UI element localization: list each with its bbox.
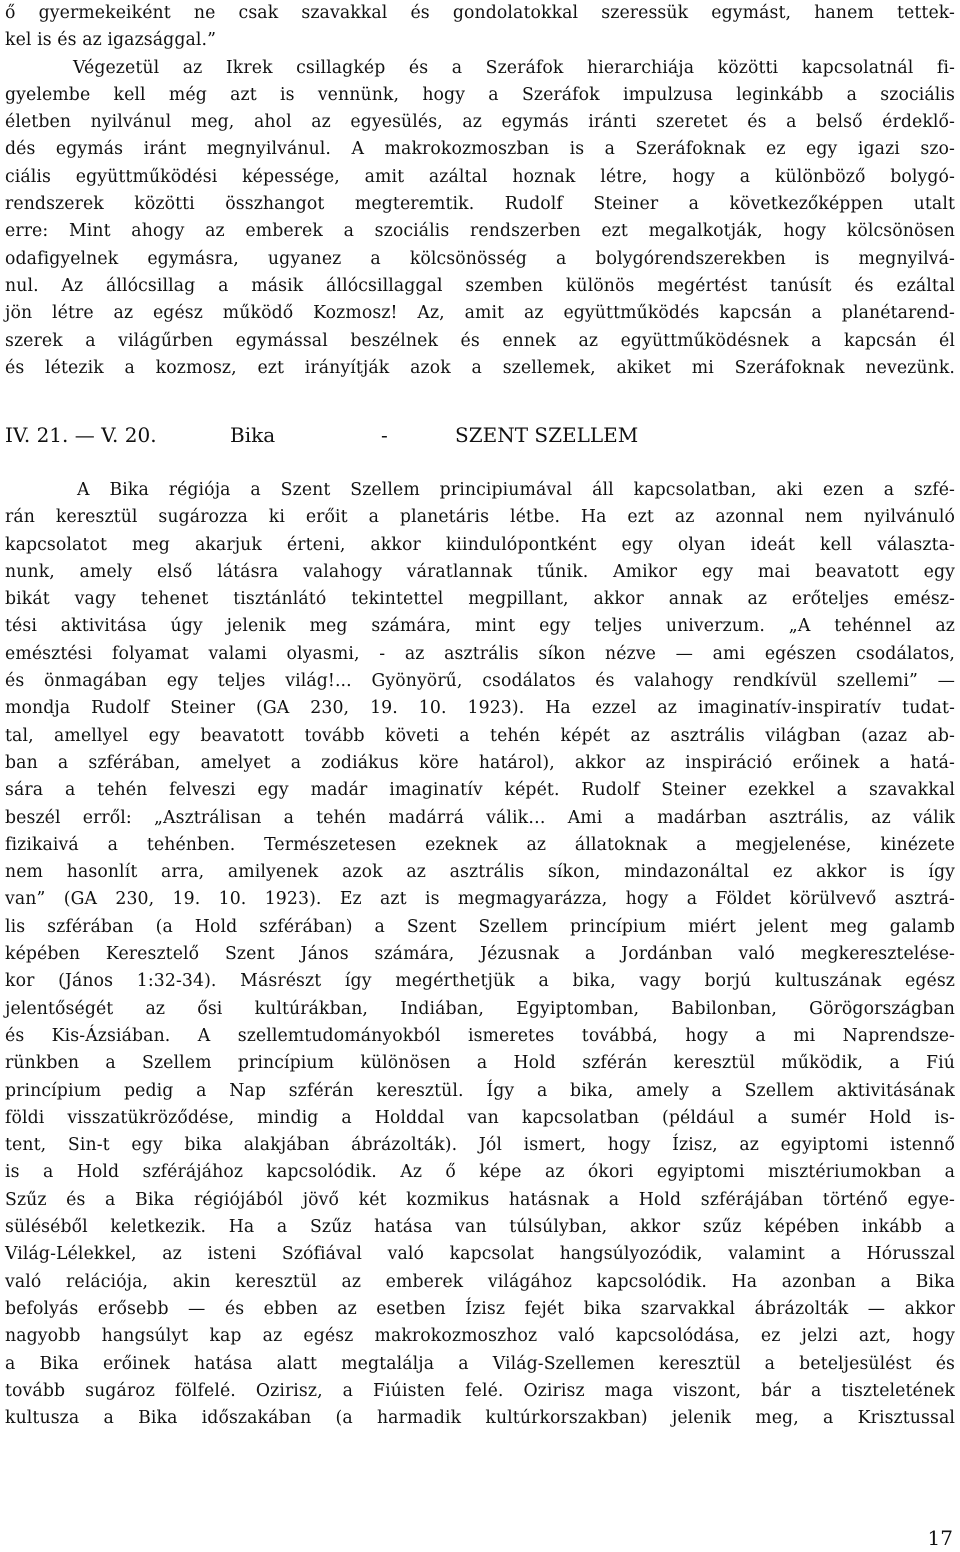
text-line: gyelembe kell még azt is vennünk, hogy a Szeráfok impulzusa leginkább a szociális [5,84,955,105]
text-line: való relációja, akin keresztül az emberek világához kapcsolódik. Ha azonban a Bika [5,1271,955,1292]
text-line: emésztési folyamat valami olyasmi, - az asztrális síkon nézve — ami egészen csodálatos, [5,643,955,664]
text-line: Szűz és a Bika régiójából jövő két kozmikus hatásnak a Hold szférájában történő egye- [5,1189,955,1210]
text-line: beszél erről: „Asztrálisan a tehén madárrá válik… Ami a madárban asztrális, az válik [5,807,955,828]
text-line: és önmagában egy teljes világ!... Gyönyörű, csodálatos és valahogy rendkívül szellemi” — [5,671,955,692]
text-line: erre: Mint ahogy az emberek a szociális rendszerben ezt megalkotják, hogy kölcsönösen [5,221,955,242]
text-line: nunk, amely első látásra valahogy váratlannak tűnik. Amikor egy mai beavatott egy [5,561,955,582]
heading-dash: - [381,423,388,447]
text-line: és létezik a kozmosz, ezt irányítják azok a szellemek, akiket mi Szeráfoknak nevezünk. [5,357,955,378]
text-line: lis szférában (a Hold szférában) a Szent Szellem princípium miért jelent meg galamb [5,916,955,937]
text-line: mondja Rudolf Steiner (GA 230, 19. 10. 1923). Ha ezzel az imaginatív-inspiratív tudat- [5,698,955,719]
text-line: dés egymás iránt megnyilvánul. A makrokozmoszban is a Szeráfoknak ez egy igazi szo- [5,139,955,160]
text-line: kel is és az igazsággal.” [5,30,217,51]
text-line: süléséből keletkezik. Ha a Szűz hatása van túlsúlyban, akkor szűz képében inkább a [5,1217,955,1238]
text-line: Világ-Lélekkel, az isteni Szófiával való kapcsolat hangsúlyozódik, valamint a Hórusszal [5,1244,955,1265]
text-line: képében Keresztelő Szent János számára, Jézusnak a Jordánban való megkeresztelése- [5,944,955,965]
text-line: a Bika erőinek hatása alatt megtalálja a Világ-Szellemen keresztül a beteljesülést és [5,1353,955,1374]
text-line: bikát vagy tehenet tisztánlátó tekintettel megpillant, akkor annak az erőteljes emész- [5,589,955,610]
text-line: ciális együttműködési képessége, amit azáltal hoznak létre, hogy a különböző bolygó- [5,166,955,187]
page-number: 17 [927,1526,953,1550]
text-line: tovább sugároz fölfelé. Ozirisz, a Fiúisten felé. Ozirisz maga viszont, bár a tiszteletének [5,1380,955,1401]
text-line: odafigyelnek egymásra, ugyanez a kölcsönösség a bolygórendszerekben is megnyilvá- [5,248,955,269]
heading-sign: Bika [230,423,276,447]
paragraph-1 [5,0,955,382]
text-line: nem hasonlít arra, amilyenek azok az asztrális síkon, mindazonáltal ez akkor is így [5,862,955,883]
text-line: és Kis-Ázsiában. A szellemtudományokból ismeretes továbbá, hogy a mi Naprendsze- [5,1025,955,1046]
text-line: kapcsolatot meg akarjuk érteni, akkor kiindulópontként egy olyan ideát kell választa- [5,534,955,555]
text-line: életben nyilvánul meg, ahol az egyesülés, az egymás iránti szeretet és a belső érdeklő- [5,112,955,133]
text-line: princípium pedig a Nap szférán keresztül. Így a bika, amely a Szellem aktivitásának [5,1080,955,1101]
text-line: rán keresztül sugározza ki erőit a planetáris létbe. Ha ezt az azonnal nem nyilvánuló [5,507,955,528]
text-line: A Bika régiója a Szent Szellem principiumával áll kapcsolatban, aki ezen a szfé- [77,480,955,500]
text-line: földi visszatükröződése, mindig a Holddal van kapcsolatban (például a sumér Hold is- [5,1107,955,1128]
text-line: Végezetül az Ikrek csillagkép és a Szeráfok hierarchiája közötti kapcsolatnál fi- [73,57,955,78]
text-line: tal, amellyel egy beavatott tovább követi a tehén képét az asztrális világban (azaz ab- [5,725,955,746]
text-line: befolyás erősebb — és ebben az esetben Ízisz fejét bika szarvakkal ábrázolták — akkor [5,1298,955,1319]
text-line: tent, Sin-t egy bika alakjában ábrázolták). Jól ismert, hogy Ízisz, az egyiptomi istennő [5,1135,955,1156]
text-line: tési aktivitása úgy jelenik meg számára, mint egy teljes univerzum. „A tehénnel az [5,616,955,637]
heading-title: SZENT SZELLEM [455,423,639,447]
text-line: rendszerek közötti összhangot megteremtik. Rudolf Steiner a következőképpen utalt [5,194,955,215]
text-line: van” (GA 230, 19. 10. 1923). Ez azt is megmagyarázza, hogy a Földet körülvevő asztrá- [5,889,955,910]
text-line: szerek a világűrben egymással beszélnek és ennek az együttműködésnek a kapcsán él [5,330,955,351]
text-line: ő gyermekeiként ne csak szavakkal és gondolatokkal szeressük egymást, hanem tettek- [5,3,955,23]
text-line: rünkben a Szellem princípium különösen a Hold szférán keresztül működik, a Fiú [5,1053,955,1074]
text-line: nagyobb hangsúlyt kap az egész makrokozmoszhoz való kapcsolódása, ez jelzi azt, hogy [5,1326,955,1347]
text-line: jelentőségét az ősi kultúrákban, Indiában, Egyiptomban, Babilonban, Görögországban [5,998,955,1019]
heading-dates: IV. 21. — V. 20. [5,423,157,447]
text-line: is a Hold szférájához kapcsolódik. Az ő képe az ókori egyiptomi misztériumokban a [5,1162,955,1183]
paragraph-2 [5,477,955,1432]
text-line: fizikaivá a tehénben. Természetesen ezeknek az állatoknak a megjelenése, kinézete [5,834,955,855]
text-line: kultusza a Bika időszakában (a harmadik kultúrkorszakban) jelenik meg, a Krisztussal [5,1408,955,1429]
text-line: nul. Az állócsillag a másik állócsillaggal szemben különös megértést tanúsít és ezáltal [5,275,955,296]
text-line: ban a szférában, amelyet a zodiákus köre határol), akkor az inspiráció erőinek a hatá- [5,752,955,773]
text-line: sára a tehén felveszi egy madár imaginatív képét. Rudolf Steiner ezekkel a szavakkal [5,780,955,801]
text-line: jön létre az egész működő Kozmosz! Az, amit az együttműködés kapcsán a planétarend- [5,303,955,324]
text-line: kor (János 1:32-34). Másrészt így megérthetjük a bika, vagy borjú kultuszának egész [5,971,955,992]
